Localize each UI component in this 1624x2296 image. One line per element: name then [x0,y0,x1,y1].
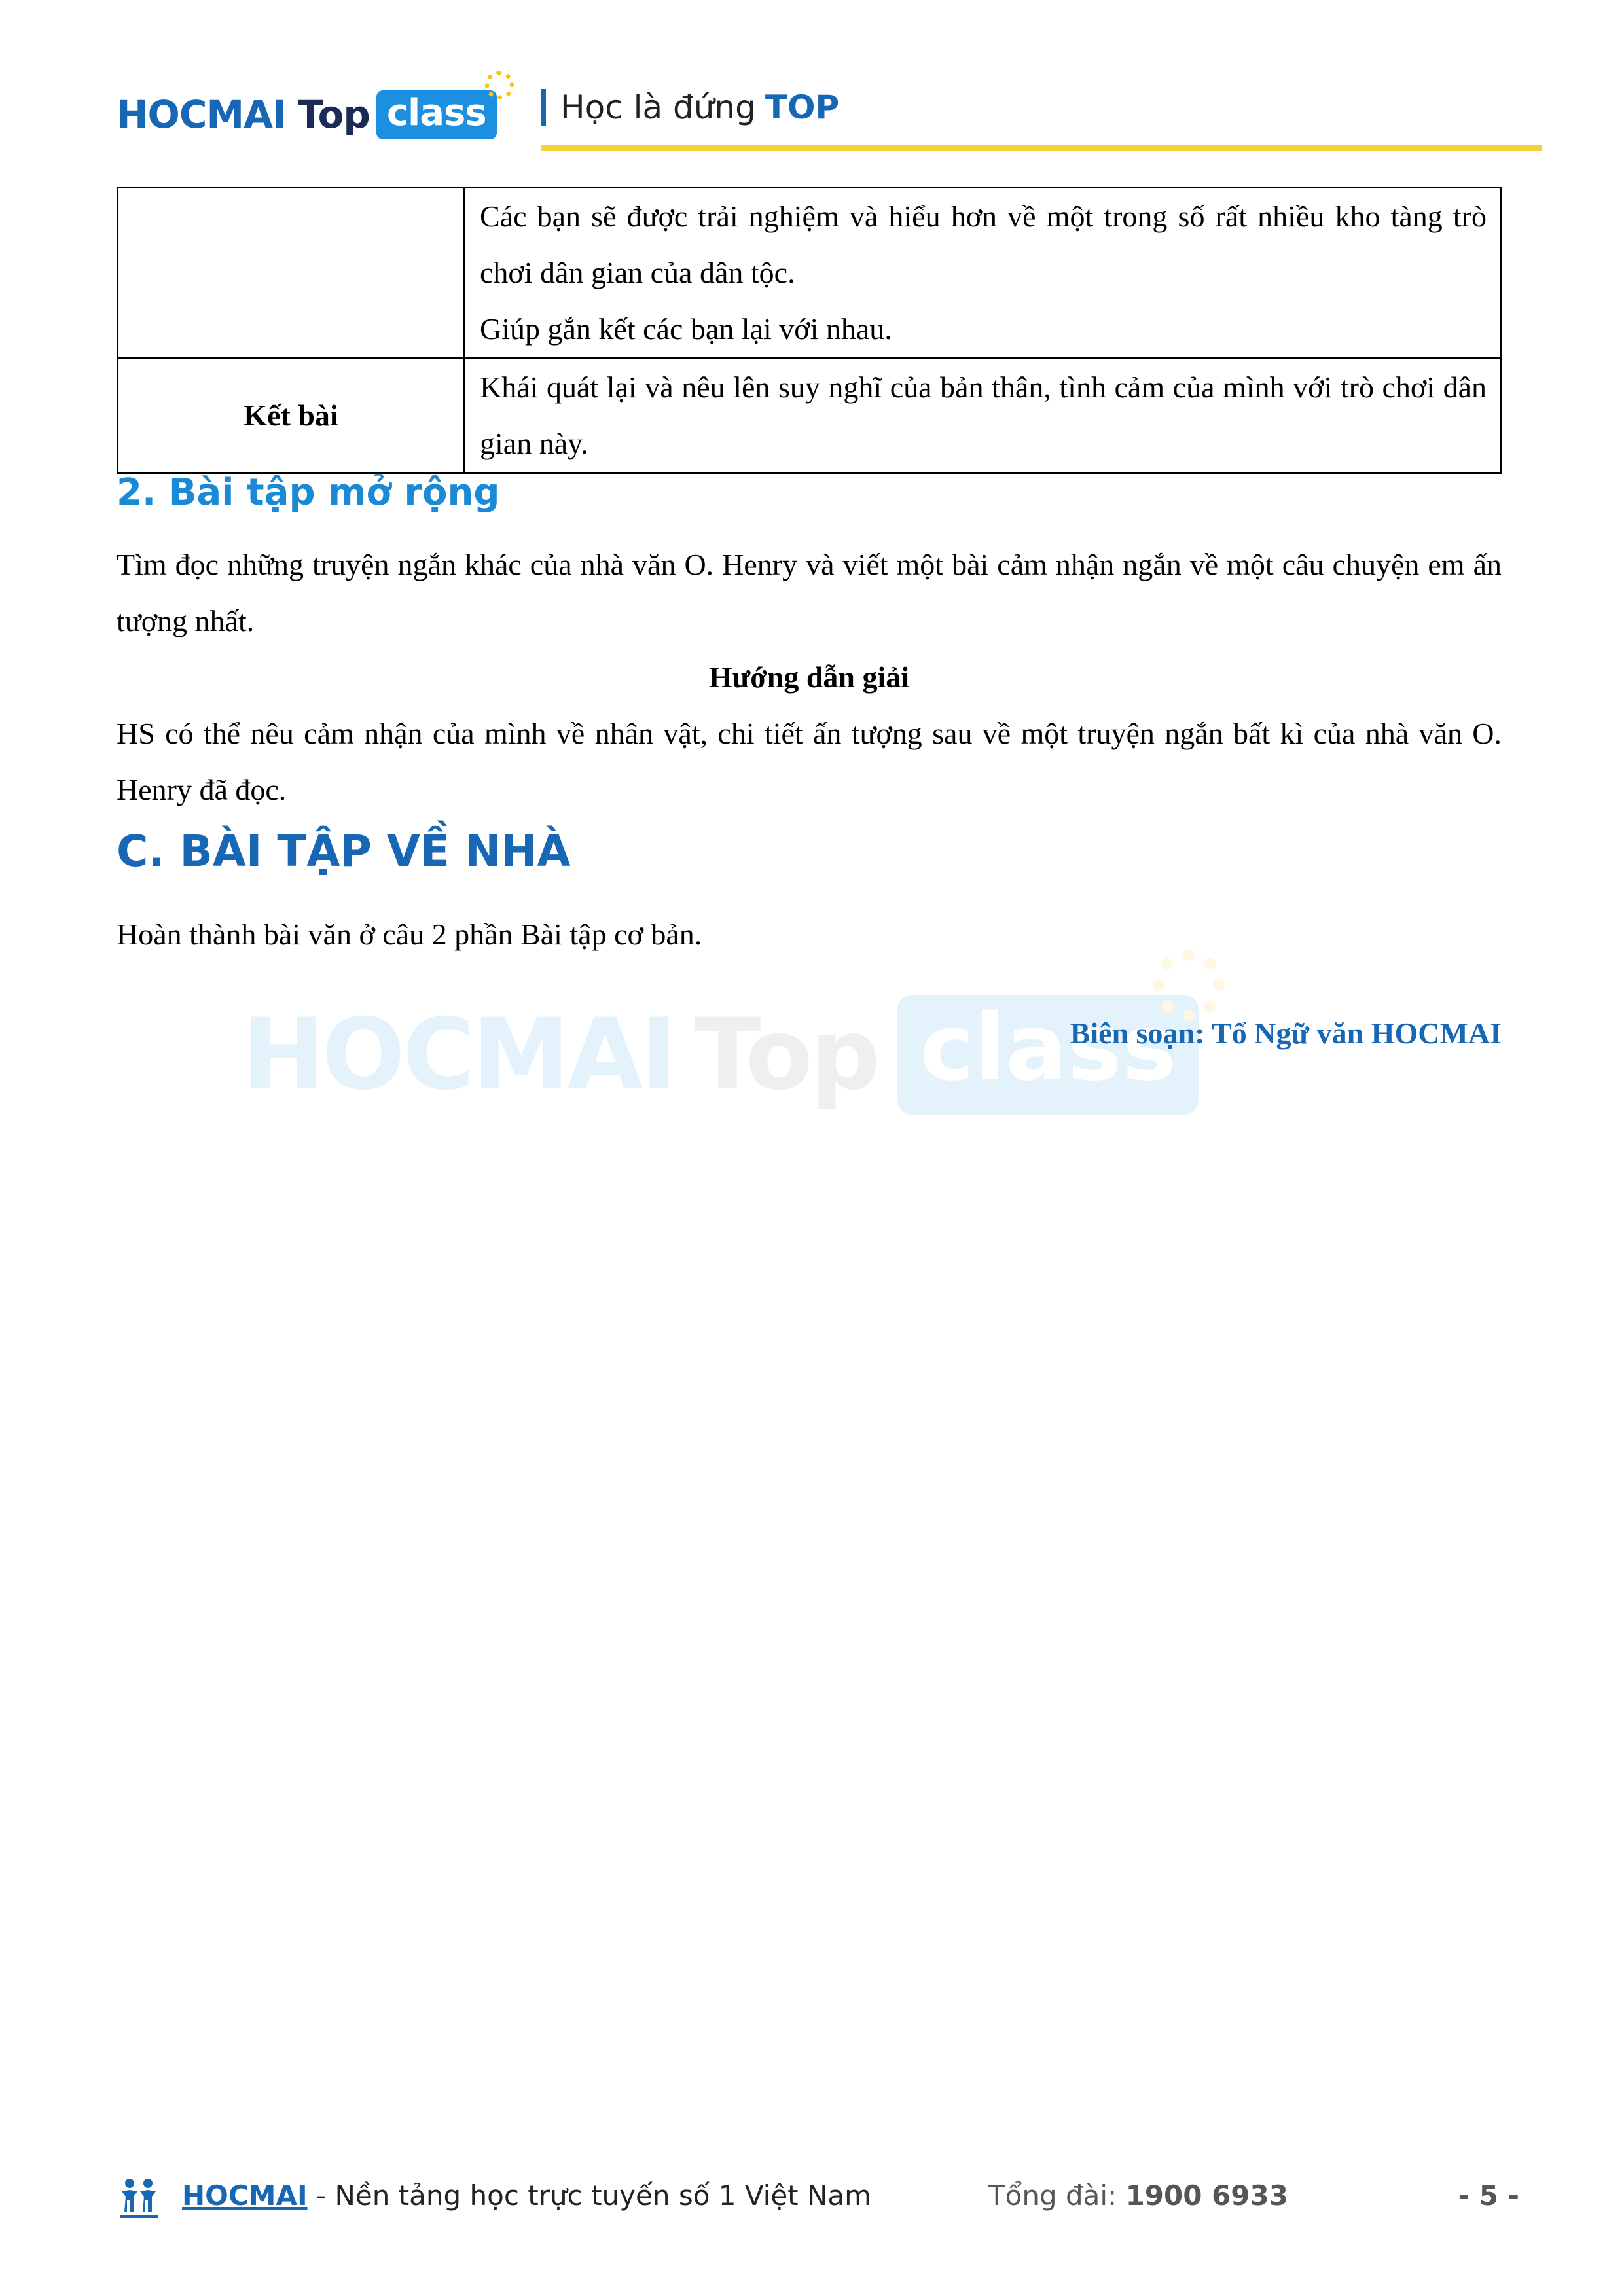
table-row [118,188,1501,359]
gear-icon [485,71,514,99]
footer-brand-link[interactable]: HOCMAI [182,2179,308,2212]
table-cell-content [465,359,1501,473]
header-underline [541,145,1542,151]
table-line: Giúp gắn kết các bạn lại với nhau. [480,312,892,346]
footer-tagline: - Nền tảng học trực tuyến số 1 Việt Nam [307,2179,872,2212]
watermark-class-text: class [920,995,1177,1102]
page-number: - 5 - [1458,2179,1519,2212]
page-footer [0,2166,1624,2232]
author-credit: Biên soạn: Tổ Ngữ văn HOCMAI [1070,1016,1502,1050]
outline-table [117,187,1502,474]
table-row [118,359,1501,473]
table-line: Khái quát lại và nêu lên suy nghĩ của bản thân, tình cảm của mình với trò chơi dân gian này. [480,370,1487,460]
page-header [0,0,1624,157]
footer-phone-number: 1900 6933 [1125,2179,1288,2212]
section-heading-homework: C. BÀI TẬP VỀ NHÀ [117,826,571,876]
header-slogan [541,88,839,126]
hocmai-figures-icon [117,2174,162,2220]
gear-icon [1153,949,1225,1021]
homework-text: Hoàn thành bài văn ở câu 2 phần Bài tập cơ bản. [117,918,702,951]
table-line: Các bạn sẽ được trải nghiệm và hiểu hơn về một trong số rất nhiều kho tàng trò chơi dân gian của dân tộc. [480,200,1487,289]
watermark-class-badge [897,995,1199,1115]
footer-phone-label: Tổng đài: [988,2179,1126,2212]
table-cell-content [465,188,1501,359]
hocmai-topclass-logo [117,82,497,147]
slogan-divider [541,89,546,126]
watermark-top-text: Top [694,997,878,1112]
footer-hotline [988,2179,1288,2212]
watermark-hocmai-text: HOCMAI [242,997,675,1112]
guide-text: HS có thể nêu cảm nhận của mình về nhân vật, chi tiết ấn tượng sau về một truyện ngắn bất kì của nhà văn O. Henry đã đọc. [117,717,1502,806]
logo-class-text: class [386,91,486,134]
footer-brand [182,2179,871,2212]
watermark-logo [242,995,1199,1115]
table-cell-label: Kết bài [118,359,465,473]
guide-title: Hướng dẫn giải [708,660,910,694]
exercise-prompt: Tìm đọc những truyện ngắn khác của nhà văn O. Henry và viết một bài cảm nhận ngắn về một câu chuyện em ấn tượng nhất. [117,548,1502,637]
section-heading-extended-exercise: 2. Bài tập mở rộng [117,471,500,514]
logo-class-badge [376,90,497,139]
logo-hocmai-text: HOCMAI [117,92,286,137]
slogan-text: Học là đứng [560,88,756,126]
table-cell-label [118,188,465,359]
slogan-highlight: TOP [765,88,840,126]
logo-top-text: Top [297,92,370,137]
